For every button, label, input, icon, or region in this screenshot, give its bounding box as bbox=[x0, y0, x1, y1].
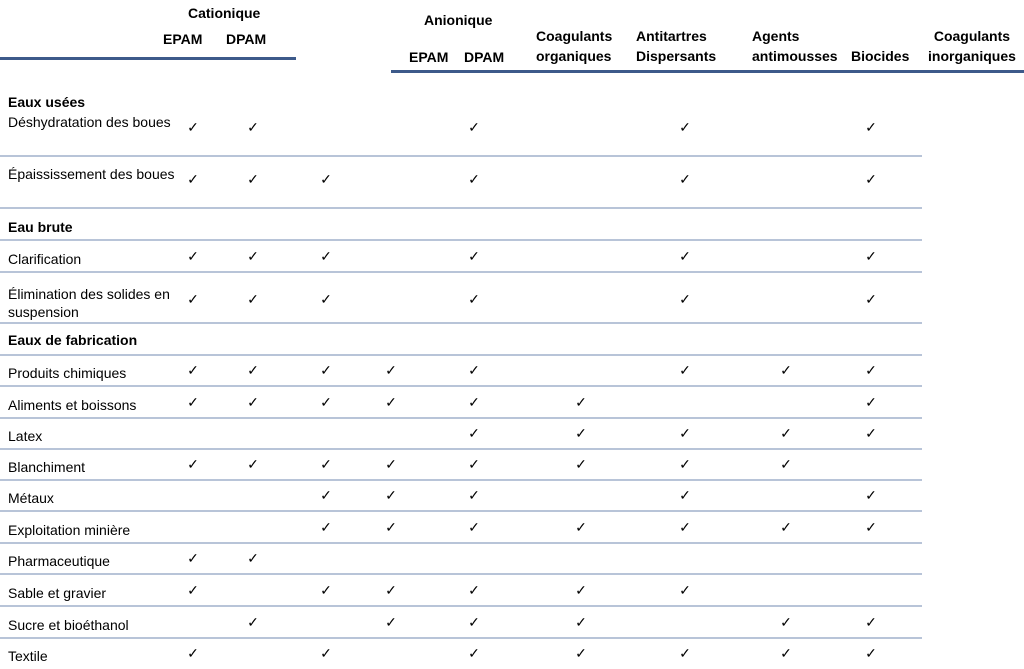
row-label: Élimination des solides en suspension bbox=[8, 286, 170, 320]
check-icon-cationique-dpam: ✓ bbox=[247, 394, 259, 410]
header-agents-antimousses: Agents antimousses bbox=[752, 28, 838, 64]
check-icon-antitartres-dispersants: ✓ bbox=[679, 645, 691, 661]
header-cationique: Cationique bbox=[188, 5, 261, 21]
row-separator bbox=[0, 605, 922, 607]
check-icon-cationique-epam: ✓ bbox=[187, 362, 199, 378]
header-cationique-dpam: DPAM bbox=[226, 31, 267, 47]
check-icon-anionique-dpam: ✓ bbox=[468, 614, 480, 630]
check-icon-col3: ✓ bbox=[320, 394, 332, 410]
check-icon-antitartres-dispersants: ✓ bbox=[679, 519, 691, 535]
row-label: Produits chimiques bbox=[8, 365, 127, 381]
check-icon-coagulants-organiques: ✓ bbox=[575, 582, 587, 598]
check-icon-cationique-dpam: ✓ bbox=[247, 171, 259, 187]
header-coagulants-organiques: Coagulants organiques bbox=[536, 28, 613, 64]
check-icon-cationique-epam: ✓ bbox=[187, 119, 199, 135]
check-icon-anionique-dpam: ✓ bbox=[468, 248, 480, 264]
check-icon-biocides: ✓ bbox=[865, 291, 877, 307]
check-icon-col3: ✓ bbox=[320, 171, 332, 187]
check-icon-cationique-epam: ✓ bbox=[187, 456, 199, 472]
check-icon-cationique-dpam: ✓ bbox=[247, 248, 259, 264]
row-separator bbox=[0, 448, 922, 450]
check-icon-cationique-epam: ✓ bbox=[187, 171, 199, 187]
section-separator bbox=[0, 354, 922, 356]
row-separator bbox=[0, 542, 922, 544]
header-biocides: Biocides bbox=[851, 48, 910, 64]
row-separator bbox=[0, 207, 922, 209]
header-rule-left bbox=[0, 57, 296, 60]
check-icon-col4: ✓ bbox=[385, 487, 397, 503]
check-icon-col3: ✓ bbox=[320, 291, 332, 307]
check-icon-col3: ✓ bbox=[320, 487, 332, 503]
check-icon-antitartres-dispersants: ✓ bbox=[679, 119, 691, 135]
check-icon-antitartres-dispersants: ✓ bbox=[679, 456, 691, 472]
check-icon-cationique-epam: ✓ bbox=[187, 550, 199, 566]
row-separator bbox=[0, 155, 922, 157]
row-label: Latex bbox=[8, 428, 43, 444]
check-icon-agents-antimousses: ✓ bbox=[780, 362, 792, 378]
check-icon-cationique-epam: ✓ bbox=[187, 645, 199, 661]
row-label: Clarification bbox=[8, 251, 82, 267]
check-icon-antitartres-dispersants: ✓ bbox=[679, 291, 691, 307]
check-icon-col4: ✓ bbox=[385, 582, 397, 598]
check-icon-antitartres-dispersants: ✓ bbox=[679, 487, 691, 503]
check-icon-col4: ✓ bbox=[385, 456, 397, 472]
check-icon-anionique-dpam: ✓ bbox=[468, 171, 480, 187]
check-icon-biocides: ✓ bbox=[865, 362, 877, 378]
check-icon-col3: ✓ bbox=[320, 645, 332, 661]
check-icon-cationique-dpam: ✓ bbox=[247, 291, 259, 307]
check-icon-antitartres-dispersants: ✓ bbox=[679, 171, 691, 187]
row-separator bbox=[0, 322, 922, 324]
section-heading: Eau brute bbox=[8, 219, 73, 235]
header-coagulants-inorganiques: Coagulants inorganiques bbox=[928, 28, 1016, 64]
check-icon-cationique-dpam: ✓ bbox=[247, 456, 259, 472]
row-label: Pharmaceutique bbox=[8, 553, 110, 569]
check-icon-cationique-dpam: ✓ bbox=[247, 550, 259, 566]
check-icon-agents-antimousses: ✓ bbox=[780, 519, 792, 535]
check-icon-cationique-dpam: ✓ bbox=[247, 119, 259, 135]
check-icon-biocides: ✓ bbox=[865, 519, 877, 535]
check-icon-col3: ✓ bbox=[320, 456, 332, 472]
header-anionique-dpam: DPAM bbox=[464, 49, 505, 65]
check-icon-agents-antimousses: ✓ bbox=[780, 645, 792, 661]
row-label: Déshydratation des boues bbox=[8, 114, 171, 130]
check-icon-anionique-dpam: ✓ bbox=[468, 291, 480, 307]
check-icon-biocides: ✓ bbox=[865, 487, 877, 503]
check-icon-anionique-dpam: ✓ bbox=[468, 645, 480, 661]
check-icon-biocides: ✓ bbox=[865, 248, 877, 264]
check-icon-cationique-epam: ✓ bbox=[187, 394, 199, 410]
check-icon-coagulants-organiques: ✓ bbox=[575, 645, 587, 661]
check-icon-anionique-dpam: ✓ bbox=[468, 394, 480, 410]
row-separator bbox=[0, 510, 922, 512]
row-label: Aliments et boissons bbox=[8, 397, 137, 413]
header-rule-right bbox=[391, 70, 1024, 73]
row-separator bbox=[0, 479, 922, 481]
row-label: Épaississement des boues bbox=[8, 166, 175, 182]
check-icon-biocides: ✓ bbox=[865, 614, 877, 630]
check-icon-cationique-epam: ✓ bbox=[187, 291, 199, 307]
section-heading: Eaux de fabrication bbox=[8, 332, 138, 348]
row-label: Blanchiment bbox=[8, 459, 86, 475]
row-label: Exploitation minière bbox=[8, 522, 131, 538]
check-icon-cationique-epam: ✓ bbox=[187, 248, 199, 264]
check-icon-cationique-dpam: ✓ bbox=[247, 362, 259, 378]
check-icon-col3: ✓ bbox=[320, 582, 332, 598]
check-icon-anionique-dpam: ✓ bbox=[468, 456, 480, 472]
check-icon-biocides: ✓ bbox=[865, 119, 877, 135]
check-icon-antitartres-dispersants: ✓ bbox=[679, 425, 691, 441]
check-icon-col3: ✓ bbox=[320, 519, 332, 535]
header-cationique-epam: EPAM bbox=[163, 31, 203, 47]
check-icon-col4: ✓ bbox=[385, 362, 397, 378]
check-icon-cationique-epam: ✓ bbox=[187, 582, 199, 598]
row-separator bbox=[0, 417, 922, 419]
check-icon-biocides: ✓ bbox=[865, 394, 877, 410]
check-icon-anionique-dpam: ✓ bbox=[468, 519, 480, 535]
check-icon-col3: ✓ bbox=[320, 248, 332, 264]
row-label: Sable et gravier bbox=[8, 585, 107, 601]
row-separator bbox=[0, 637, 922, 639]
check-icon-coagulants-organiques: ✓ bbox=[575, 425, 587, 441]
check-icon-coagulants-organiques: ✓ bbox=[575, 394, 587, 410]
check-icon-biocides: ✓ bbox=[865, 425, 877, 441]
check-icon-biocides: ✓ bbox=[865, 171, 877, 187]
check-icon-col4: ✓ bbox=[385, 614, 397, 630]
check-icon-agents-antimousses: ✓ bbox=[780, 456, 792, 472]
check-icon-biocides: ✓ bbox=[865, 645, 877, 661]
check-icon-col4: ✓ bbox=[385, 394, 397, 410]
check-icon-anionique-dpam: ✓ bbox=[468, 119, 480, 135]
row-separator bbox=[0, 573, 922, 575]
check-icon-col3: ✓ bbox=[320, 362, 332, 378]
check-icon-agents-antimousses: ✓ bbox=[780, 425, 792, 441]
section-heading: Eaux usées bbox=[8, 94, 86, 110]
check-icon-anionique-dpam: ✓ bbox=[468, 582, 480, 598]
check-icon-antitartres-dispersants: ✓ bbox=[679, 582, 691, 598]
header-antitartres-dispersants: Antitartres Dispersants bbox=[636, 28, 717, 64]
row-separator bbox=[0, 271, 922, 273]
check-icon-col4: ✓ bbox=[385, 519, 397, 535]
row-label: Textile bbox=[8, 648, 48, 664]
header-anionique: Anionique bbox=[424, 12, 493, 28]
row-separator bbox=[0, 385, 922, 387]
check-icon-cationique-dpam: ✓ bbox=[247, 614, 259, 630]
header-anionique-epam: EPAM bbox=[409, 49, 449, 65]
check-icon-anionique-dpam: ✓ bbox=[468, 425, 480, 441]
check-icon-antitartres-dispersants: ✓ bbox=[679, 362, 691, 378]
row-label: Métaux bbox=[8, 490, 54, 506]
check-icon-coagulants-organiques: ✓ bbox=[575, 614, 587, 630]
check-icon-anionique-dpam: ✓ bbox=[468, 487, 480, 503]
row-label: Sucre et bioéthanol bbox=[8, 617, 129, 633]
check-icon-coagulants-organiques: ✓ bbox=[575, 519, 587, 535]
check-icon-coagulants-organiques: ✓ bbox=[575, 456, 587, 472]
check-icon-anionique-dpam: ✓ bbox=[468, 362, 480, 378]
check-icon-agents-antimousses: ✓ bbox=[780, 614, 792, 630]
section-separator bbox=[0, 239, 922, 241]
check-icon-antitartres-dispersants: ✓ bbox=[679, 248, 691, 264]
